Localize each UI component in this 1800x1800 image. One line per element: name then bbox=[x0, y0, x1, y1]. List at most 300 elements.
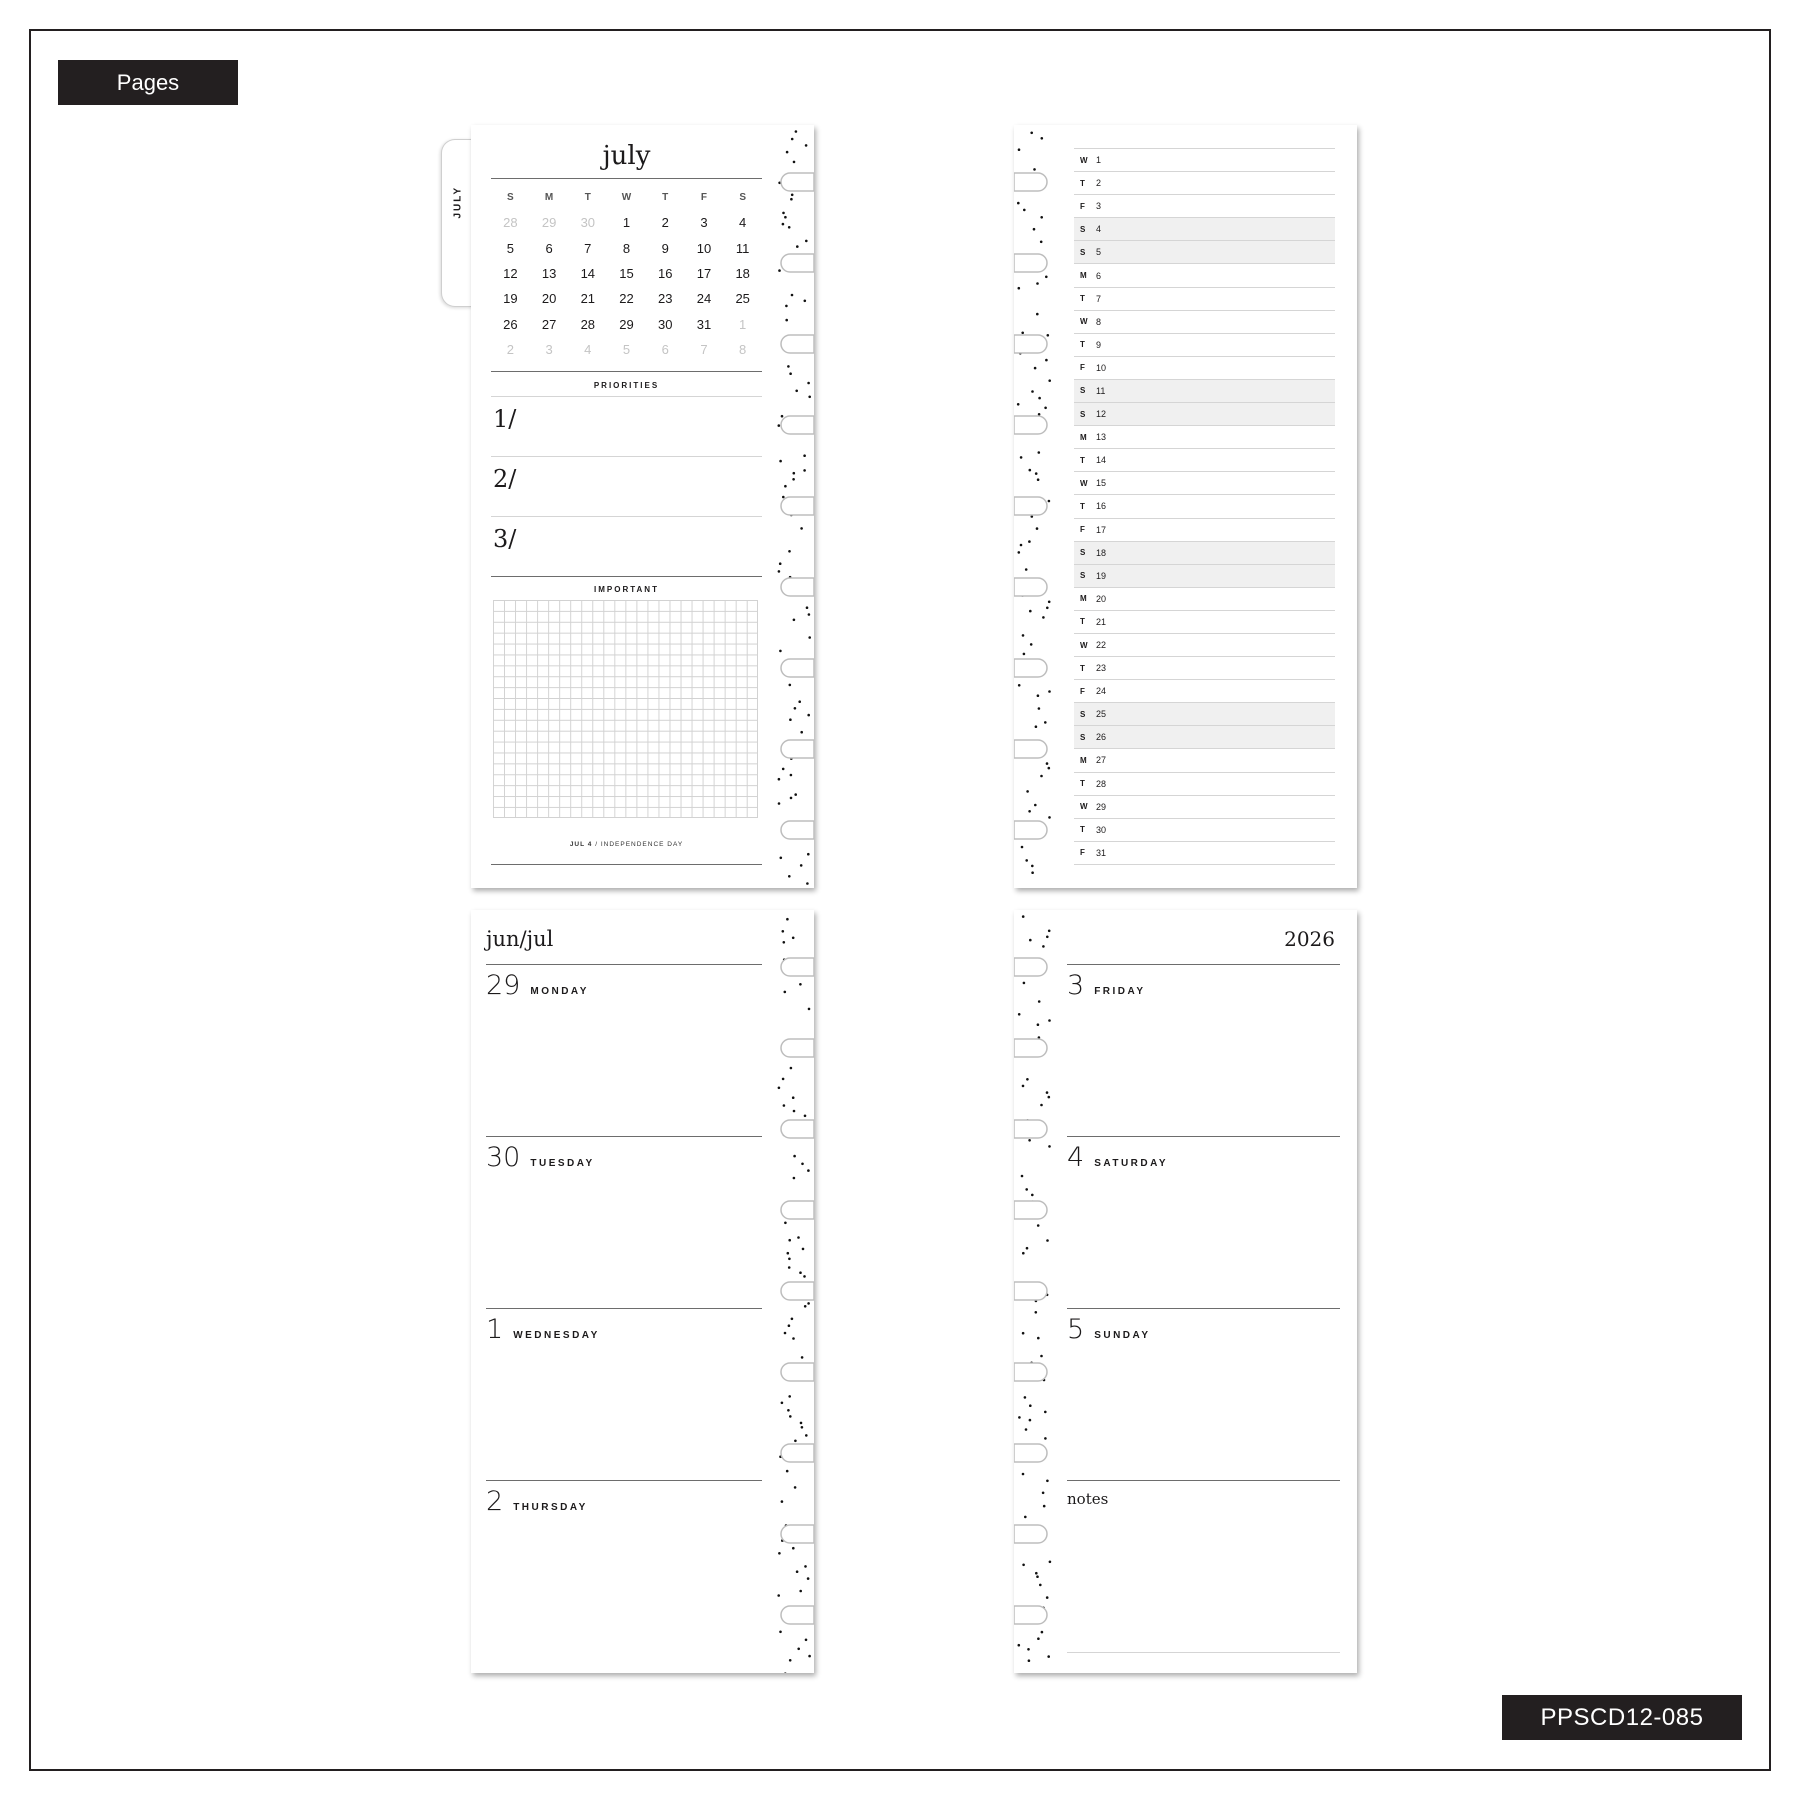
calendar-day[interactable]: 30 bbox=[580, 215, 596, 231]
dot bbox=[805, 1434, 808, 1437]
calendar-day[interactable]: 14 bbox=[580, 266, 596, 282]
dot bbox=[798, 700, 801, 703]
dot bbox=[790, 774, 793, 777]
day-name: SATURDAY bbox=[1094, 1158, 1169, 1169]
dot bbox=[1017, 403, 1020, 406]
day-list-row[interactable] bbox=[1074, 518, 1335, 541]
day-name: WEDNESDAY bbox=[513, 1330, 600, 1341]
ring-notch bbox=[1014, 173, 1047, 191]
dot bbox=[1036, 527, 1039, 530]
dot bbox=[808, 613, 811, 616]
dot bbox=[1028, 1139, 1031, 1142]
dot bbox=[1035, 472, 1038, 475]
calendar-day[interactable]: 4 bbox=[739, 215, 747, 231]
dot bbox=[1048, 601, 1051, 604]
day-letter: T bbox=[1080, 779, 1085, 789]
calendar-day[interactable]: 12 bbox=[503, 266, 518, 282]
dot bbox=[1034, 804, 1037, 807]
day-number: 7 bbox=[1096, 293, 1102, 304]
day-list-row[interactable] bbox=[1074, 402, 1335, 425]
day-number: 29 bbox=[486, 970, 521, 1001]
dot bbox=[800, 1422, 803, 1425]
calendar-day[interactable]: 22 bbox=[619, 291, 634, 307]
day-letter: T bbox=[1080, 501, 1085, 511]
dot bbox=[1040, 216, 1043, 219]
divider bbox=[1067, 1652, 1340, 1653]
dot bbox=[778, 802, 781, 805]
dot bbox=[1029, 610, 1032, 613]
calendar-week bbox=[491, 311, 762, 336]
day-number: 16 bbox=[1096, 501, 1107, 512]
dot bbox=[1028, 810, 1031, 813]
daily-list-page bbox=[1014, 125, 1357, 888]
dot bbox=[1041, 1631, 1044, 1634]
dot bbox=[1018, 148, 1021, 151]
weekday-header: S bbox=[739, 192, 746, 204]
dot bbox=[778, 1552, 781, 1555]
day-letter: S bbox=[1080, 224, 1086, 234]
day-number: 5 bbox=[1096, 247, 1102, 258]
dot bbox=[1026, 1078, 1029, 1081]
calendar-day[interactable]: 29 bbox=[541, 215, 557, 231]
dot bbox=[1022, 1473, 1025, 1476]
day-list-row[interactable] bbox=[1074, 448, 1335, 471]
dot bbox=[1036, 1575, 1039, 1578]
dot bbox=[1028, 1659, 1031, 1662]
dot bbox=[1018, 551, 1021, 554]
dot bbox=[778, 269, 781, 272]
day-list-row[interactable] bbox=[1074, 287, 1335, 310]
calendar-day[interactable]: 6 bbox=[545, 240, 553, 256]
day-letter: T bbox=[1080, 178, 1085, 188]
day-list-row[interactable] bbox=[1074, 633, 1335, 656]
dot bbox=[1048, 379, 1051, 382]
dot bbox=[1040, 775, 1043, 778]
day-list-row[interactable] bbox=[1074, 425, 1335, 448]
day-number: 18 bbox=[1096, 547, 1107, 558]
month-tab-label: JULY bbox=[452, 185, 464, 219]
calendar-day[interactable]: 20 bbox=[541, 291, 557, 307]
dot bbox=[807, 1577, 810, 1580]
dot bbox=[1048, 690, 1051, 693]
dot bbox=[777, 1594, 780, 1597]
day-number: 15 bbox=[1096, 478, 1107, 489]
day-block[interactable] bbox=[486, 1314, 600, 1345]
dot bbox=[805, 1639, 808, 1642]
calendar-day[interactable]: 1 bbox=[622, 215, 631, 231]
day-list-row[interactable] bbox=[1074, 494, 1335, 517]
ring-notch bbox=[781, 740, 814, 758]
dot bbox=[1044, 1437, 1047, 1440]
holiday-date: JUL 4 bbox=[569, 841, 593, 848]
dot bbox=[1035, 1572, 1038, 1575]
binding-strip bbox=[1014, 910, 1054, 1673]
dot bbox=[789, 718, 792, 721]
day-number: 24 bbox=[1096, 686, 1107, 697]
day-letter: T bbox=[1080, 663, 1085, 673]
day-block[interactable] bbox=[486, 1142, 595, 1173]
day-letter: S bbox=[1080, 709, 1086, 719]
calendar-day[interactable]: 3 bbox=[545, 341, 553, 357]
day-list-row[interactable] bbox=[1074, 217, 1335, 240]
weekly-left-page bbox=[471, 910, 814, 1673]
calendar-day[interactable]: 1 bbox=[739, 316, 747, 332]
calendar-day[interactable]: 7 bbox=[584, 240, 592, 256]
calendar-day[interactable]: 2 bbox=[506, 341, 514, 357]
dot bbox=[799, 983, 802, 986]
dot bbox=[779, 1631, 782, 1634]
day-list-row[interactable] bbox=[1074, 356, 1335, 379]
day-list-row[interactable] bbox=[1074, 795, 1335, 818]
ring-notch bbox=[1014, 1039, 1047, 1057]
holiday-note bbox=[491, 841, 762, 848]
ring-notch bbox=[781, 1282, 814, 1300]
calendar-day[interactable]: 19 bbox=[503, 291, 518, 307]
day-block[interactable] bbox=[1067, 970, 1146, 1001]
calendar-day[interactable]: 10 bbox=[696, 240, 712, 256]
dot bbox=[1022, 1564, 1025, 1567]
dot bbox=[1046, 1596, 1049, 1599]
dot bbox=[791, 1318, 794, 1321]
day-list-row[interactable] bbox=[1074, 171, 1335, 194]
weekday-header: T bbox=[662, 192, 669, 204]
dot bbox=[783, 1104, 786, 1107]
day-number: 26 bbox=[1096, 732, 1107, 743]
dot bbox=[1035, 1311, 1038, 1314]
ring-notch bbox=[1014, 254, 1047, 272]
dot bbox=[782, 930, 785, 933]
dot bbox=[805, 240, 808, 243]
day-number: 30 bbox=[486, 1142, 521, 1173]
ring-notch bbox=[781, 497, 814, 515]
dot bbox=[1033, 228, 1036, 231]
day-name: SUNDAY bbox=[1094, 1330, 1151, 1341]
day-name: THURSDAY bbox=[513, 1502, 588, 1513]
dot bbox=[1026, 1247, 1029, 1250]
day-list-row[interactable] bbox=[1074, 841, 1335, 864]
day-letter: T bbox=[1080, 825, 1085, 835]
calendar-day[interactable]: 5 bbox=[506, 240, 514, 256]
day-list-row[interactable] bbox=[1074, 818, 1335, 841]
ring-notch bbox=[1014, 1120, 1047, 1138]
dot bbox=[807, 382, 810, 385]
dot bbox=[793, 1110, 796, 1113]
ring-notch bbox=[781, 1363, 814, 1381]
day-number: 5 bbox=[1067, 1314, 1085, 1345]
priority-1: 1/ bbox=[493, 405, 517, 433]
calendar-day[interactable]: 28 bbox=[503, 215, 518, 231]
dot bbox=[1037, 1637, 1040, 1640]
day-number: 6 bbox=[1096, 270, 1102, 281]
day-list-row[interactable] bbox=[1074, 471, 1335, 494]
dot bbox=[1031, 390, 1034, 393]
calendar-day[interactable]: 31 bbox=[696, 316, 712, 332]
dot bbox=[791, 294, 794, 297]
dot bbox=[803, 469, 806, 472]
dot bbox=[1018, 1013, 1021, 1016]
dot bbox=[1021, 846, 1024, 849]
day-list-row[interactable] bbox=[1074, 379, 1335, 402]
calendar-day[interactable]: 24 bbox=[696, 291, 712, 307]
day-number: 31 bbox=[1096, 847, 1107, 858]
calendar-day[interactable]: 29 bbox=[619, 316, 634, 332]
calendar-day[interactable]: 9 bbox=[661, 240, 669, 256]
notes-area[interactable] bbox=[1067, 1510, 1340, 1640]
dot bbox=[781, 1402, 784, 1405]
calendar-day[interactable]: 2 bbox=[661, 215, 669, 231]
day-list-row[interactable] bbox=[1074, 564, 1335, 587]
calendar-day[interactable]: 28 bbox=[580, 316, 596, 332]
dot bbox=[1045, 276, 1048, 279]
day-block[interactable] bbox=[486, 970, 589, 1001]
day-letter: S bbox=[1080, 247, 1086, 257]
ring-notch bbox=[1014, 740, 1047, 758]
calendar-day[interactable]: 27 bbox=[541, 316, 557, 332]
ring-notch bbox=[781, 1039, 814, 1057]
day-list-row[interactable] bbox=[1074, 656, 1335, 679]
ring-notch bbox=[781, 1606, 814, 1624]
dot bbox=[788, 226, 791, 229]
dot bbox=[782, 1078, 785, 1081]
day-number: 9 bbox=[1096, 339, 1102, 350]
dot bbox=[803, 1275, 806, 1278]
dot bbox=[1022, 634, 1025, 637]
divider bbox=[486, 964, 762, 965]
day-name: TUESDAY bbox=[530, 1158, 595, 1169]
calendar-day[interactable]: 5 bbox=[622, 341, 631, 357]
dot bbox=[792, 1096, 795, 1099]
dot bbox=[793, 472, 796, 475]
mini-calendar bbox=[491, 185, 762, 362]
dot bbox=[780, 857, 783, 860]
product-code-label: PPSCD12-085 bbox=[1502, 1695, 1742, 1740]
calendar-week bbox=[491, 286, 762, 311]
day-block[interactable] bbox=[1067, 1142, 1168, 1173]
dot bbox=[1042, 616, 1045, 619]
day-list-row[interactable] bbox=[1074, 748, 1335, 771]
day-list-row[interactable] bbox=[1074, 702, 1335, 725]
day-letter: M bbox=[1080, 594, 1087, 604]
day-list-row[interactable] bbox=[1074, 240, 1335, 263]
dot bbox=[797, 1648, 800, 1651]
dot bbox=[787, 365, 790, 368]
dot-pattern bbox=[1014, 125, 1054, 888]
ring-notch bbox=[1014, 578, 1047, 596]
day-number: 8 bbox=[1096, 316, 1102, 327]
dot bbox=[1048, 1019, 1051, 1022]
calendar-day[interactable]: 13 bbox=[541, 266, 557, 282]
dot bbox=[1018, 684, 1021, 687]
dot bbox=[790, 1067, 793, 1070]
dot bbox=[789, 684, 792, 687]
dot bbox=[1046, 607, 1049, 610]
dot bbox=[782, 223, 785, 226]
dot bbox=[1046, 762, 1049, 765]
day-number: 2 bbox=[1096, 178, 1102, 189]
day-number: 1 bbox=[1096, 155, 1102, 166]
dot bbox=[784, 991, 787, 994]
ring-notch bbox=[781, 416, 814, 434]
calendar-day[interactable]: 6 bbox=[661, 341, 669, 357]
dot bbox=[1041, 137, 1044, 140]
dot bbox=[1029, 469, 1032, 472]
day-letter: W bbox=[1080, 640, 1088, 650]
dot bbox=[1017, 202, 1020, 205]
day-block[interactable] bbox=[1067, 1314, 1151, 1345]
dot bbox=[1031, 871, 1034, 874]
dot bbox=[807, 714, 810, 717]
dot bbox=[782, 768, 785, 771]
day-number: 12 bbox=[1096, 409, 1107, 420]
day-number: 19 bbox=[1096, 570, 1107, 581]
divider bbox=[491, 178, 762, 179]
ring-notch bbox=[781, 659, 814, 677]
ring-notch bbox=[781, 1525, 814, 1543]
calendar-day[interactable]: 30 bbox=[658, 316, 673, 332]
calendar-day[interactable]: 16 bbox=[658, 266, 673, 282]
day-list-row[interactable] bbox=[1074, 194, 1335, 217]
dot bbox=[1022, 1252, 1025, 1255]
dot bbox=[793, 1155, 796, 1158]
dot bbox=[786, 151, 789, 154]
day-letter: M bbox=[1080, 432, 1087, 442]
day-name: MONDAY bbox=[530, 986, 589, 997]
dot bbox=[1029, 1404, 1032, 1407]
dot bbox=[1037, 1224, 1040, 1227]
day-list-row[interactable] bbox=[1074, 679, 1335, 702]
dot bbox=[795, 390, 798, 393]
ring-notch bbox=[1014, 1201, 1047, 1219]
day-number: 10 bbox=[1096, 362, 1107, 373]
dot bbox=[1023, 982, 1026, 985]
dot bbox=[790, 198, 793, 201]
important-grid[interactable] bbox=[493, 600, 758, 818]
day-list-row[interactable] bbox=[1074, 310, 1335, 333]
calendar-day[interactable]: 25 bbox=[735, 291, 750, 307]
dot bbox=[781, 415, 784, 418]
ring-notch bbox=[781, 254, 814, 272]
dot bbox=[808, 1655, 811, 1658]
month-title: july bbox=[602, 141, 651, 171]
day-list-row[interactable] bbox=[1074, 772, 1335, 795]
dot bbox=[788, 1239, 791, 1242]
dot bbox=[778, 570, 781, 573]
dot bbox=[788, 1258, 791, 1261]
day-list-row[interactable] bbox=[1074, 541, 1335, 564]
ring-notch bbox=[781, 1444, 814, 1462]
dot bbox=[794, 793, 797, 796]
day-number: 4 bbox=[1096, 224, 1102, 235]
day-list-row[interactable] bbox=[1074, 610, 1335, 633]
day-number: 25 bbox=[1096, 709, 1107, 720]
day-letter: F bbox=[1080, 686, 1085, 696]
dot bbox=[799, 1271, 802, 1274]
dot bbox=[1022, 1085, 1025, 1088]
calendar-week bbox=[491, 210, 762, 235]
calendar-day[interactable]: 11 bbox=[735, 240, 750, 256]
year-header: 2026 bbox=[1284, 927, 1335, 951]
day-list-row[interactable] bbox=[1074, 587, 1335, 610]
ring-notch bbox=[1014, 659, 1047, 677]
dot bbox=[1039, 1584, 1042, 1587]
dot bbox=[1046, 1091, 1049, 1094]
week-month-header: jun/jul bbox=[486, 927, 554, 951]
calendar-day[interactable]: 18 bbox=[735, 266, 750, 282]
dot bbox=[1037, 1023, 1040, 1026]
day-letter: F bbox=[1080, 525, 1085, 535]
day-letter: W bbox=[1080, 802, 1088, 812]
dot bbox=[1044, 721, 1047, 724]
calendar-day[interactable]: 3 bbox=[700, 215, 708, 231]
dot bbox=[793, 1177, 796, 1180]
dot bbox=[1034, 367, 1037, 370]
day-letter: T bbox=[1080, 617, 1085, 627]
calendar-day[interactable]: 4 bbox=[584, 341, 592, 357]
dot bbox=[800, 864, 803, 867]
dot bbox=[1044, 1411, 1047, 1414]
dot bbox=[789, 1415, 792, 1418]
dot bbox=[793, 619, 796, 622]
divider bbox=[491, 396, 762, 397]
ring-notch bbox=[781, 335, 814, 353]
calendar-day[interactable]: 17 bbox=[696, 266, 712, 282]
binding-strip bbox=[774, 910, 814, 1673]
day-number: 23 bbox=[1096, 663, 1107, 674]
calendar-day[interactable]: 8 bbox=[739, 341, 747, 357]
calendar-day[interactable]: 8 bbox=[622, 240, 631, 256]
calendar-day[interactable]: 26 bbox=[503, 316, 518, 332]
month-tab[interactable] bbox=[441, 139, 473, 307]
day-number: 3 bbox=[1067, 970, 1085, 1001]
divider bbox=[486, 1480, 762, 1481]
dot bbox=[787, 1252, 790, 1255]
calendar-day[interactable]: 7 bbox=[700, 341, 708, 357]
day-number: 11 bbox=[1096, 385, 1106, 396]
day-list-row[interactable] bbox=[1074, 263, 1335, 286]
dot bbox=[792, 1547, 795, 1550]
dot bbox=[778, 424, 781, 427]
dot bbox=[804, 300, 807, 303]
day-letter: S bbox=[1080, 571, 1086, 581]
calendar-day[interactable]: 21 bbox=[580, 291, 596, 307]
dot bbox=[1029, 1419, 1032, 1422]
dot bbox=[1047, 334, 1050, 337]
dot bbox=[1037, 478, 1040, 481]
calendar-day[interactable]: 23 bbox=[658, 291, 673, 307]
day-list-row[interactable] bbox=[1074, 725, 1335, 748]
dot bbox=[1029, 939, 1032, 942]
day-block[interactable] bbox=[486, 1486, 588, 1517]
dot bbox=[1048, 500, 1051, 503]
dot bbox=[801, 1163, 804, 1166]
dot bbox=[1038, 397, 1041, 400]
dot bbox=[1038, 1000, 1041, 1003]
day-number: 22 bbox=[1096, 640, 1107, 651]
divider bbox=[491, 864, 762, 865]
dot bbox=[784, 1222, 787, 1225]
calendar-day[interactable]: 15 bbox=[619, 266, 634, 282]
divider bbox=[1067, 1480, 1340, 1481]
day-list-row[interactable] bbox=[1074, 333, 1335, 356]
calendar-week bbox=[491, 261, 762, 286]
ring-notch bbox=[781, 1120, 814, 1138]
day-list-row[interactable] bbox=[1074, 148, 1335, 171]
dot bbox=[788, 1266, 791, 1269]
dot bbox=[1042, 945, 1045, 948]
divider bbox=[491, 576, 762, 577]
dot bbox=[1018, 287, 1021, 290]
weekly-right-page bbox=[1014, 910, 1357, 1673]
